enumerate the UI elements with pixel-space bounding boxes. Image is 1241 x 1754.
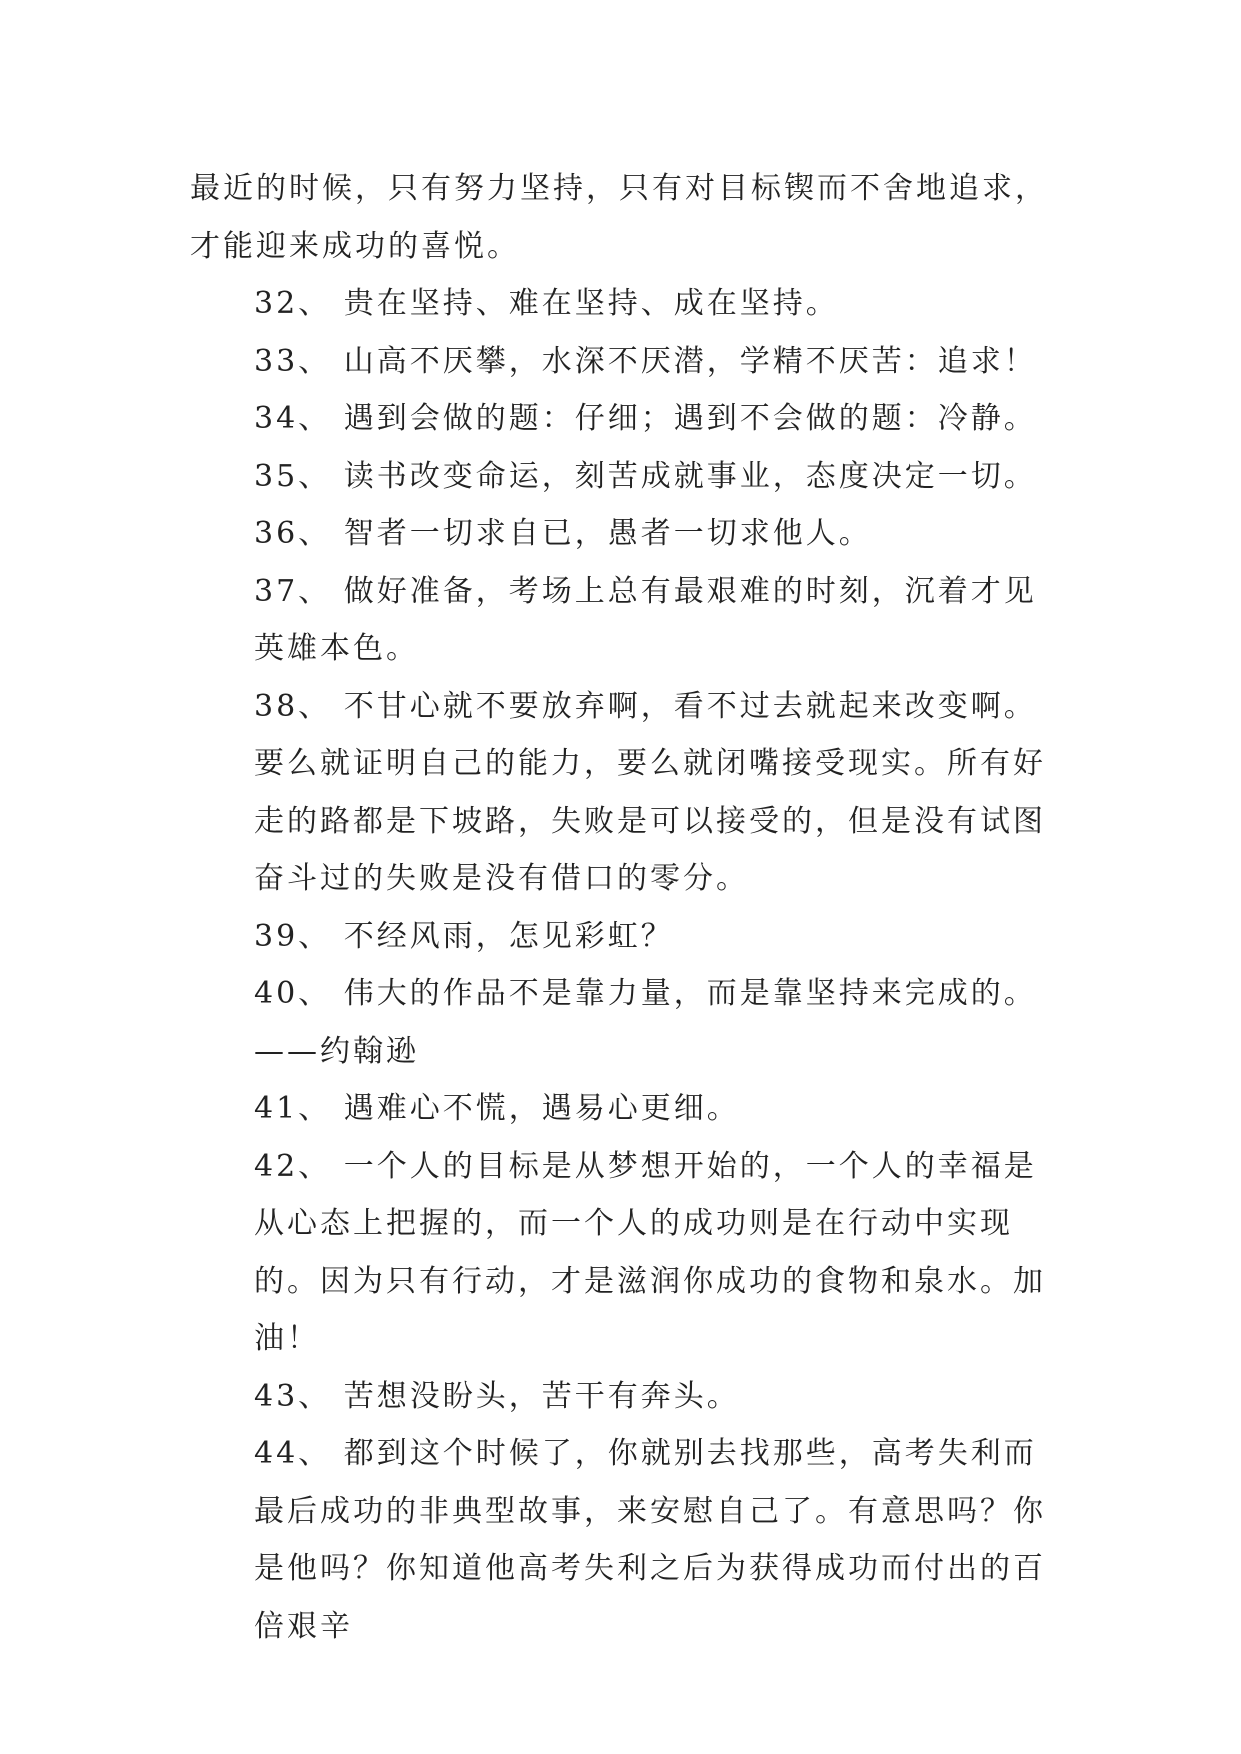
paragraph-35: 35、 读书改变命运，刻苦成就事业，态度决定一切。 bbox=[254, 458, 1037, 494]
paragraph-37: 37、 做好准备，考场上总有最艰难的时刻，沉着才见英雄本色。 bbox=[254, 573, 1037, 666]
document-body bbox=[190, 160, 1052, 1655]
paragraph-34: 34、 遇到会做的题：仔细；遇到不会做的题：冷静。 bbox=[254, 401, 1037, 436]
paragraph-40: 40、 伟大的作品不是靠力量，而是靠坚持来完成的。——约翰逊 bbox=[254, 976, 1037, 1069]
paragraph-33: 33、 山高不厌攀，水深不厌潜，学精不厌苦：追求！ bbox=[254, 343, 1037, 379]
paragraph-43: 43、 苦想没盼头，苦干有奔头。 bbox=[254, 1378, 740, 1414]
paragraph-32: 32、 贵在坚持、难在坚持、成在坚持。 bbox=[254, 286, 839, 321]
paragraph-44: 44、 都到这个时候了，你就别去找那些，高考失利而最后成功的非典型故事，来安慰自己了。有意思吗？你是他吗？你知道他高考失利之后为获得成功而付出的百倍艰辛 bbox=[254, 1436, 1046, 1644]
paragraph-41: 41、 遇难心不慌，遇易心更细。 bbox=[254, 1091, 740, 1126]
paragraph-continuation: 最近的时候，只有努力坚持，只有对目标锲而不舍地追求，才能迎来成功的喜悦。 bbox=[190, 171, 1048, 264]
paragraph-36: 36、 智者一切求自已，愚者一切求他人。 bbox=[254, 516, 872, 551]
paragraph-42: 42、 一个人的目标是从梦想开始的，一个人的幸福是从心态上把握的，而一个人的成功则是在行动中实现的。因为只有行动，才是滋润你成功的食物和泉水。加油！ bbox=[254, 1148, 1046, 1356]
paragraph-38: 38、 不甘心就不要放弃啊，看不过去就起来改变啊。要么就证明自己的能力，要么就闭嘴接受现实。所有好走的路都是下坡路，失败是可以接受的，但是没有试图奋斗过的失败是没有借口的零分。 bbox=[254, 688, 1046, 896]
paragraph-39: 39、 不经风雨，怎见彩虹？ bbox=[254, 918, 674, 954]
